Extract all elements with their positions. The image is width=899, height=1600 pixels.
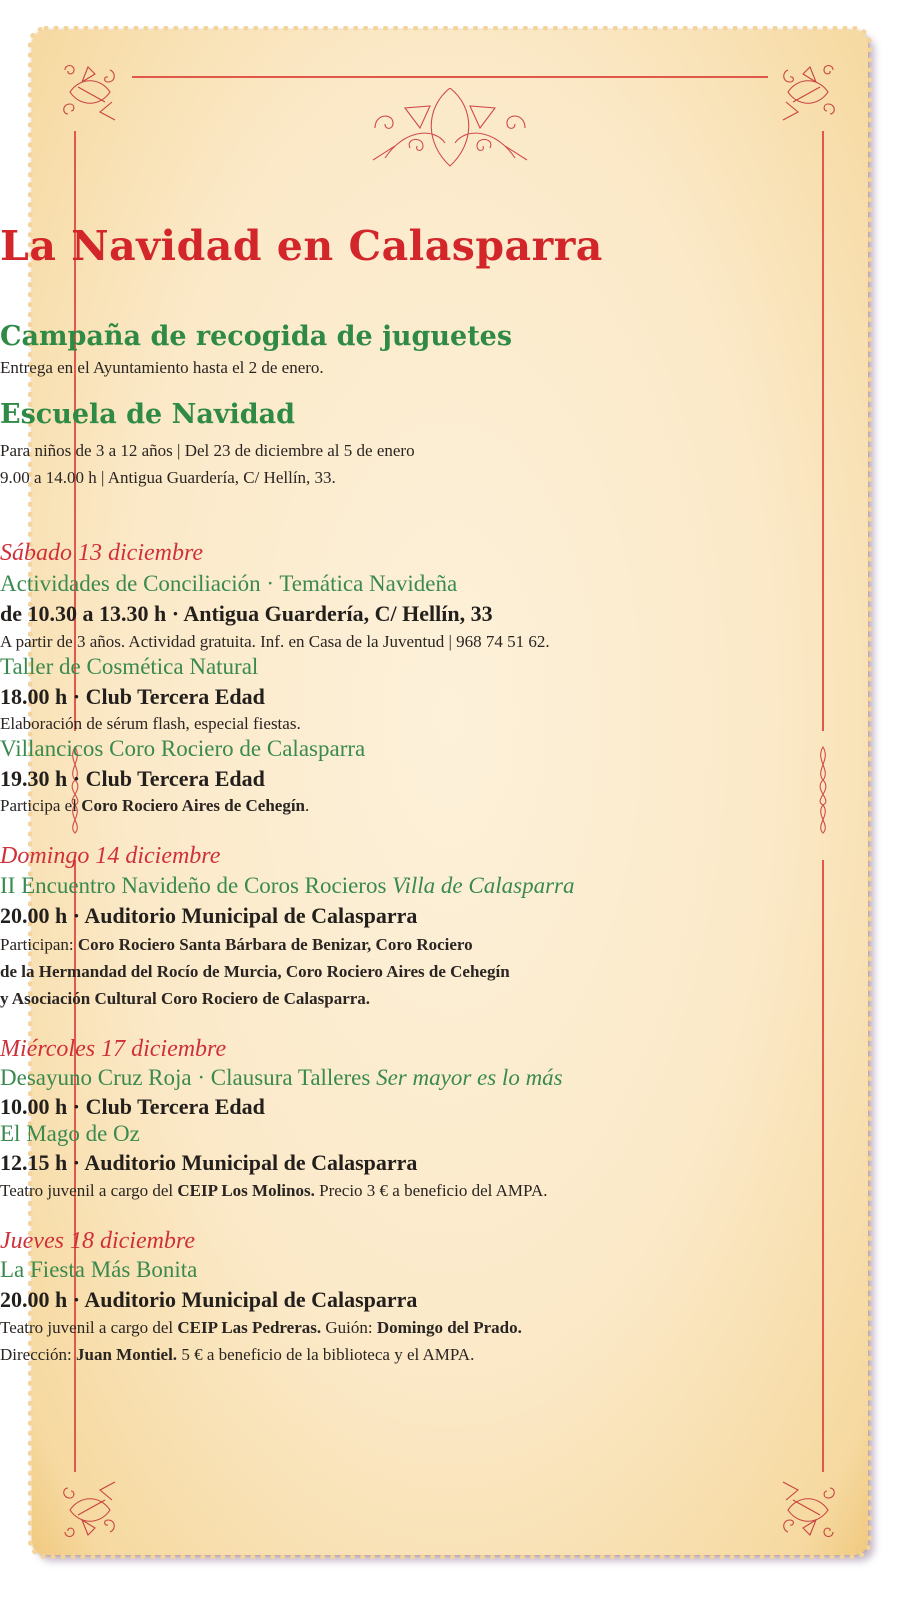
event-title: Taller de Cosmética Natural (0, 654, 259, 679)
event-time: 20.00 h · Auditorio Municipal de Calasparra (0, 1287, 418, 1312)
corner-ornament-bottom-left-icon (60, 1480, 120, 1540)
note-text: Teatro juvenil a cargo del (0, 1318, 178, 1337)
event-title-italic: Villa de Calasparra (392, 873, 575, 898)
campaign-heading: Campaña de recogida de juguetes (0, 321, 513, 352)
event-time: de 10.30 a 13.30 h · Antigua Guardería, C/ Hellín, 33 (0, 601, 493, 626)
corner-ornament-top-left-icon (60, 62, 120, 122)
note-bold: Domingo del Prado. (376, 1318, 522, 1337)
event-note (0, 989, 899, 1009)
note-text: Precio 3 € a beneficio del AMPA. (314, 1181, 548, 1200)
note-text: . (305, 796, 310, 815)
frame-line-top (132, 76, 768, 78)
event-title-text: Desayuno Cruz Roja · Clausura Talleres (0, 1065, 377, 1090)
event-time: 19.30 h · Club Tercera Edad (0, 766, 265, 791)
event-note (0, 935, 899, 955)
event-note (0, 1345, 899, 1365)
note-text: Dirección: (0, 1345, 76, 1364)
event-time: 12.15 h · Auditorio Municipal de Calasparra (0, 1150, 418, 1175)
note-text: Participan: (0, 935, 78, 954)
event-note: A partir de 3 años. Actividad gratuita. Inf. en Casa de la Juventud | 968 74 51 62. (0, 632, 550, 651)
note-bold: Coro Rociero Santa Bárbara de Benizar, Coro Rociero (77, 935, 473, 954)
event-note (0, 1181, 899, 1201)
day-heading-sabado: Sábado 13 diciembre (0, 540, 204, 566)
note-bold: CEIP Las Pedreras. (177, 1318, 322, 1337)
campaign-text: Entrega en el Ayuntamiento hasta el 2 de enero. (0, 358, 324, 377)
note-text: Guión: (321, 1318, 377, 1337)
event-title (0, 1065, 899, 1091)
event-note (0, 796, 899, 816)
note-bold: y Asociación Cultural Coro Rociero de Calasparra. (0, 989, 371, 1008)
corner-ornament-top-right-icon (778, 62, 838, 122)
day-heading-domingo: Domingo 14 diciembre (0, 843, 221, 869)
page-title: La Navidad en Calasparra (0, 222, 603, 270)
event-title: La Fiesta Más Bonita (0, 1257, 198, 1282)
event-title-italic: Ser mayor es lo más (376, 1065, 563, 1090)
event-note (0, 1318, 899, 1338)
note-text: Teatro juvenil a cargo del (0, 1181, 178, 1200)
day-heading-jueves: Jueves 18 diciembre (0, 1228, 196, 1254)
school-line-2: 9.00 a 14.00 h | Antigua Guardería, C/ Hellín, 33. (0, 468, 336, 487)
event-title: Actividades de Conciliación · Temática Navideña (0, 571, 458, 596)
event-title-text: II Encuentro Navideño de Coros Rocieros (0, 873, 393, 898)
event-time: 18.00 h · Club Tercera Edad (0, 684, 265, 709)
event-time: 10.00 h · Club Tercera Edad (0, 1094, 265, 1119)
event-time: 20.00 h · Auditorio Municipal de Calasparra (0, 903, 418, 928)
day-heading-miercoles: Miércoles 17 diciembre (0, 1036, 227, 1062)
event-title: Villancicos Coro Rociero de Calasparra (0, 736, 366, 761)
school-line-1: Para niños de 3 a 12 años | Del 23 de diciembre al 5 de enero (0, 441, 415, 460)
note-bold: de la Hermandad del Rocío de Murcia, Coro Rociero Aires de Cehegín (0, 962, 510, 981)
school-heading: Escuela de Navidad (0, 399, 296, 430)
note-bold: Coro Rociero Aires de Cehegín (81, 796, 306, 815)
note-bold: CEIP Los Molinos. (177, 1181, 315, 1200)
event-note: Elaboración de sérum flash, especial fiestas. (0, 714, 301, 733)
note-text: 5 € a beneficio de la biblioteca y el AMPA. (177, 1345, 475, 1364)
center-ornament-icon (365, 88, 535, 168)
note-bold: Juan Montiel. (76, 1345, 178, 1364)
note-text: Participa el (0, 796, 82, 815)
event-title: El Mago de Oz (0, 1121, 140, 1146)
corner-ornament-bottom-right-icon (778, 1480, 838, 1540)
event-note (0, 962, 899, 982)
event-title (0, 873, 899, 899)
